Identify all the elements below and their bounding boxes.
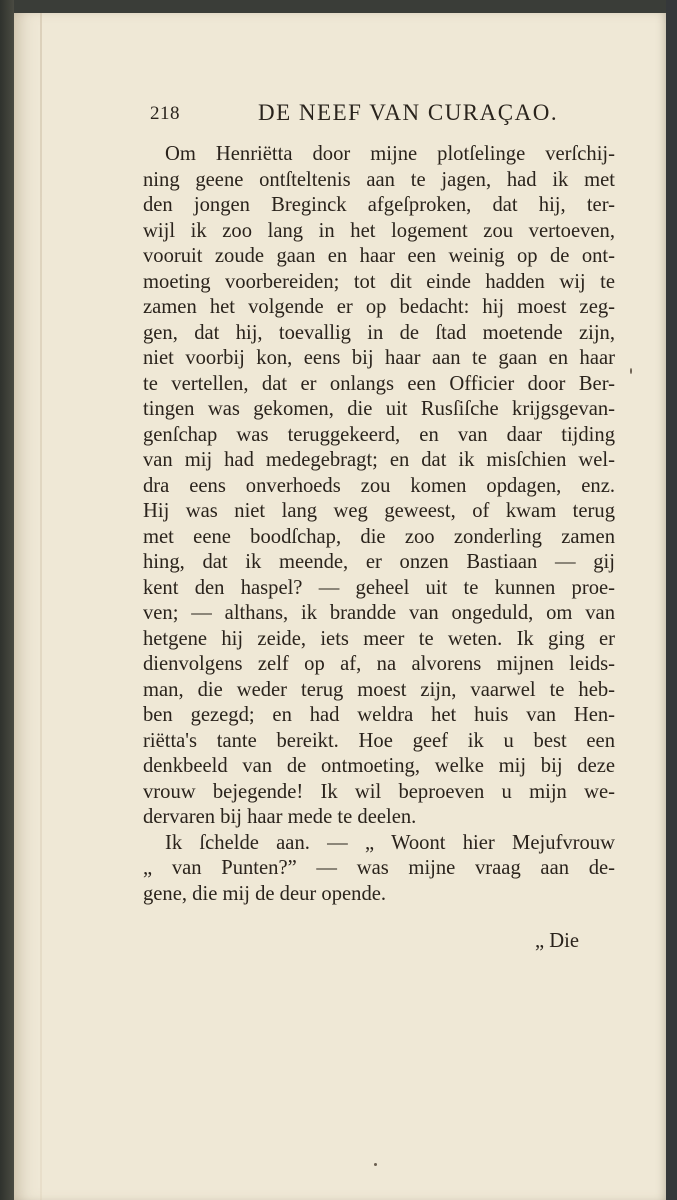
text-line: ben gezegd; en had weldra het huis van Hen- [143,704,615,726]
text-line: kent den haspel? — geheel uit te kunnen proe- [143,576,615,599]
text-line: denkbeeld van de ontmoeting, welke mij bij deze [143,755,615,777]
text-line: Ik ſchelde aan. — „ Woont hier Mejufvrouw [165,831,615,854]
text-line: gen, dat hij, toevallig in de ſtad moetende zijn, [143,321,615,344]
page-edge-shadow [666,0,677,1200]
text-line: Om Henriëtta door mijne plotſelinge verſchij- [165,143,615,165]
text-line: niet voorbij kon, eens bij haar aan te gaan en haar [143,347,615,369]
page-header [150,95,610,135]
text-line: den jongen Breginck afgeſproken, dat hij, ter- [143,194,615,216]
page-fold-shadow [40,13,42,1200]
text-line: man, die weder terug moest zijn, vaarwel te heb- [143,678,615,701]
text-line: „ van Punten?” — was mijne vraag aan de- [143,857,615,879]
text-line: te vertellen, dat er onlangs een Officier door Ber- [143,372,615,395]
text-line: Hij was niet lang weg geweest, of kwam terug [143,500,615,522]
text-line: hetgene hij zeide, iets meer te weten. Ik ging er [143,627,615,650]
paper-speck [630,368,632,374]
catchword: „ Die [535,930,580,952]
text-line: met eene boodſchap, die zoo zonderling zamen [143,525,615,548]
text-line: moeting voorbereiden; tot dit einde hadden wij te [143,270,615,293]
text-line: riëtta's tante bereikt. Hoe geef ik u best een [143,729,615,752]
text-line: hing, dat ik meende, er onzen Bastiaan — gij [143,551,615,573]
text-line: tingen was gekomen, die uit Rusſiſche krijgsgevan- [143,398,615,420]
text-line: dervaren bij haar mede te deelen. [143,806,417,828]
text-line: vooruit zoude gaan en haar een weinig op de ont- [143,245,615,267]
text-line: ven; — althans, ik brandde van ongeduld, om van [143,602,615,624]
running-head: DE NEEF VAN CURAÇAO. [258,100,559,125]
text-line: gene, die mij de deur opende. [143,882,387,905]
body-text [143,142,615,907]
text-line: dra eens onverhoeds zou komen opdagen, enz. [143,474,615,497]
text-line: vrouw bejegende! Ik wil beproeven u mijn we- [143,780,615,803]
text-line: genſchap was teruggekeerd, en van daar tijding [143,423,615,446]
text-line: wijl ik zoo lang in het logement zou vertoeven, [143,219,615,242]
page-number: 218 [150,103,180,124]
book-gutter [0,0,14,1200]
text-line: ning geene ontſteltenis aan te jagen, had ik met [143,168,615,191]
paper-speck [374,1163,377,1166]
text-line: dienvolgens zelf op af, na alvorens mijnen leids- [143,653,615,675]
text-line: zamen het volgende er op bedacht: hij moest zeg- [143,296,615,318]
text-line: van mij had medegebragt; en dat ik misſchien wel- [143,449,615,471]
